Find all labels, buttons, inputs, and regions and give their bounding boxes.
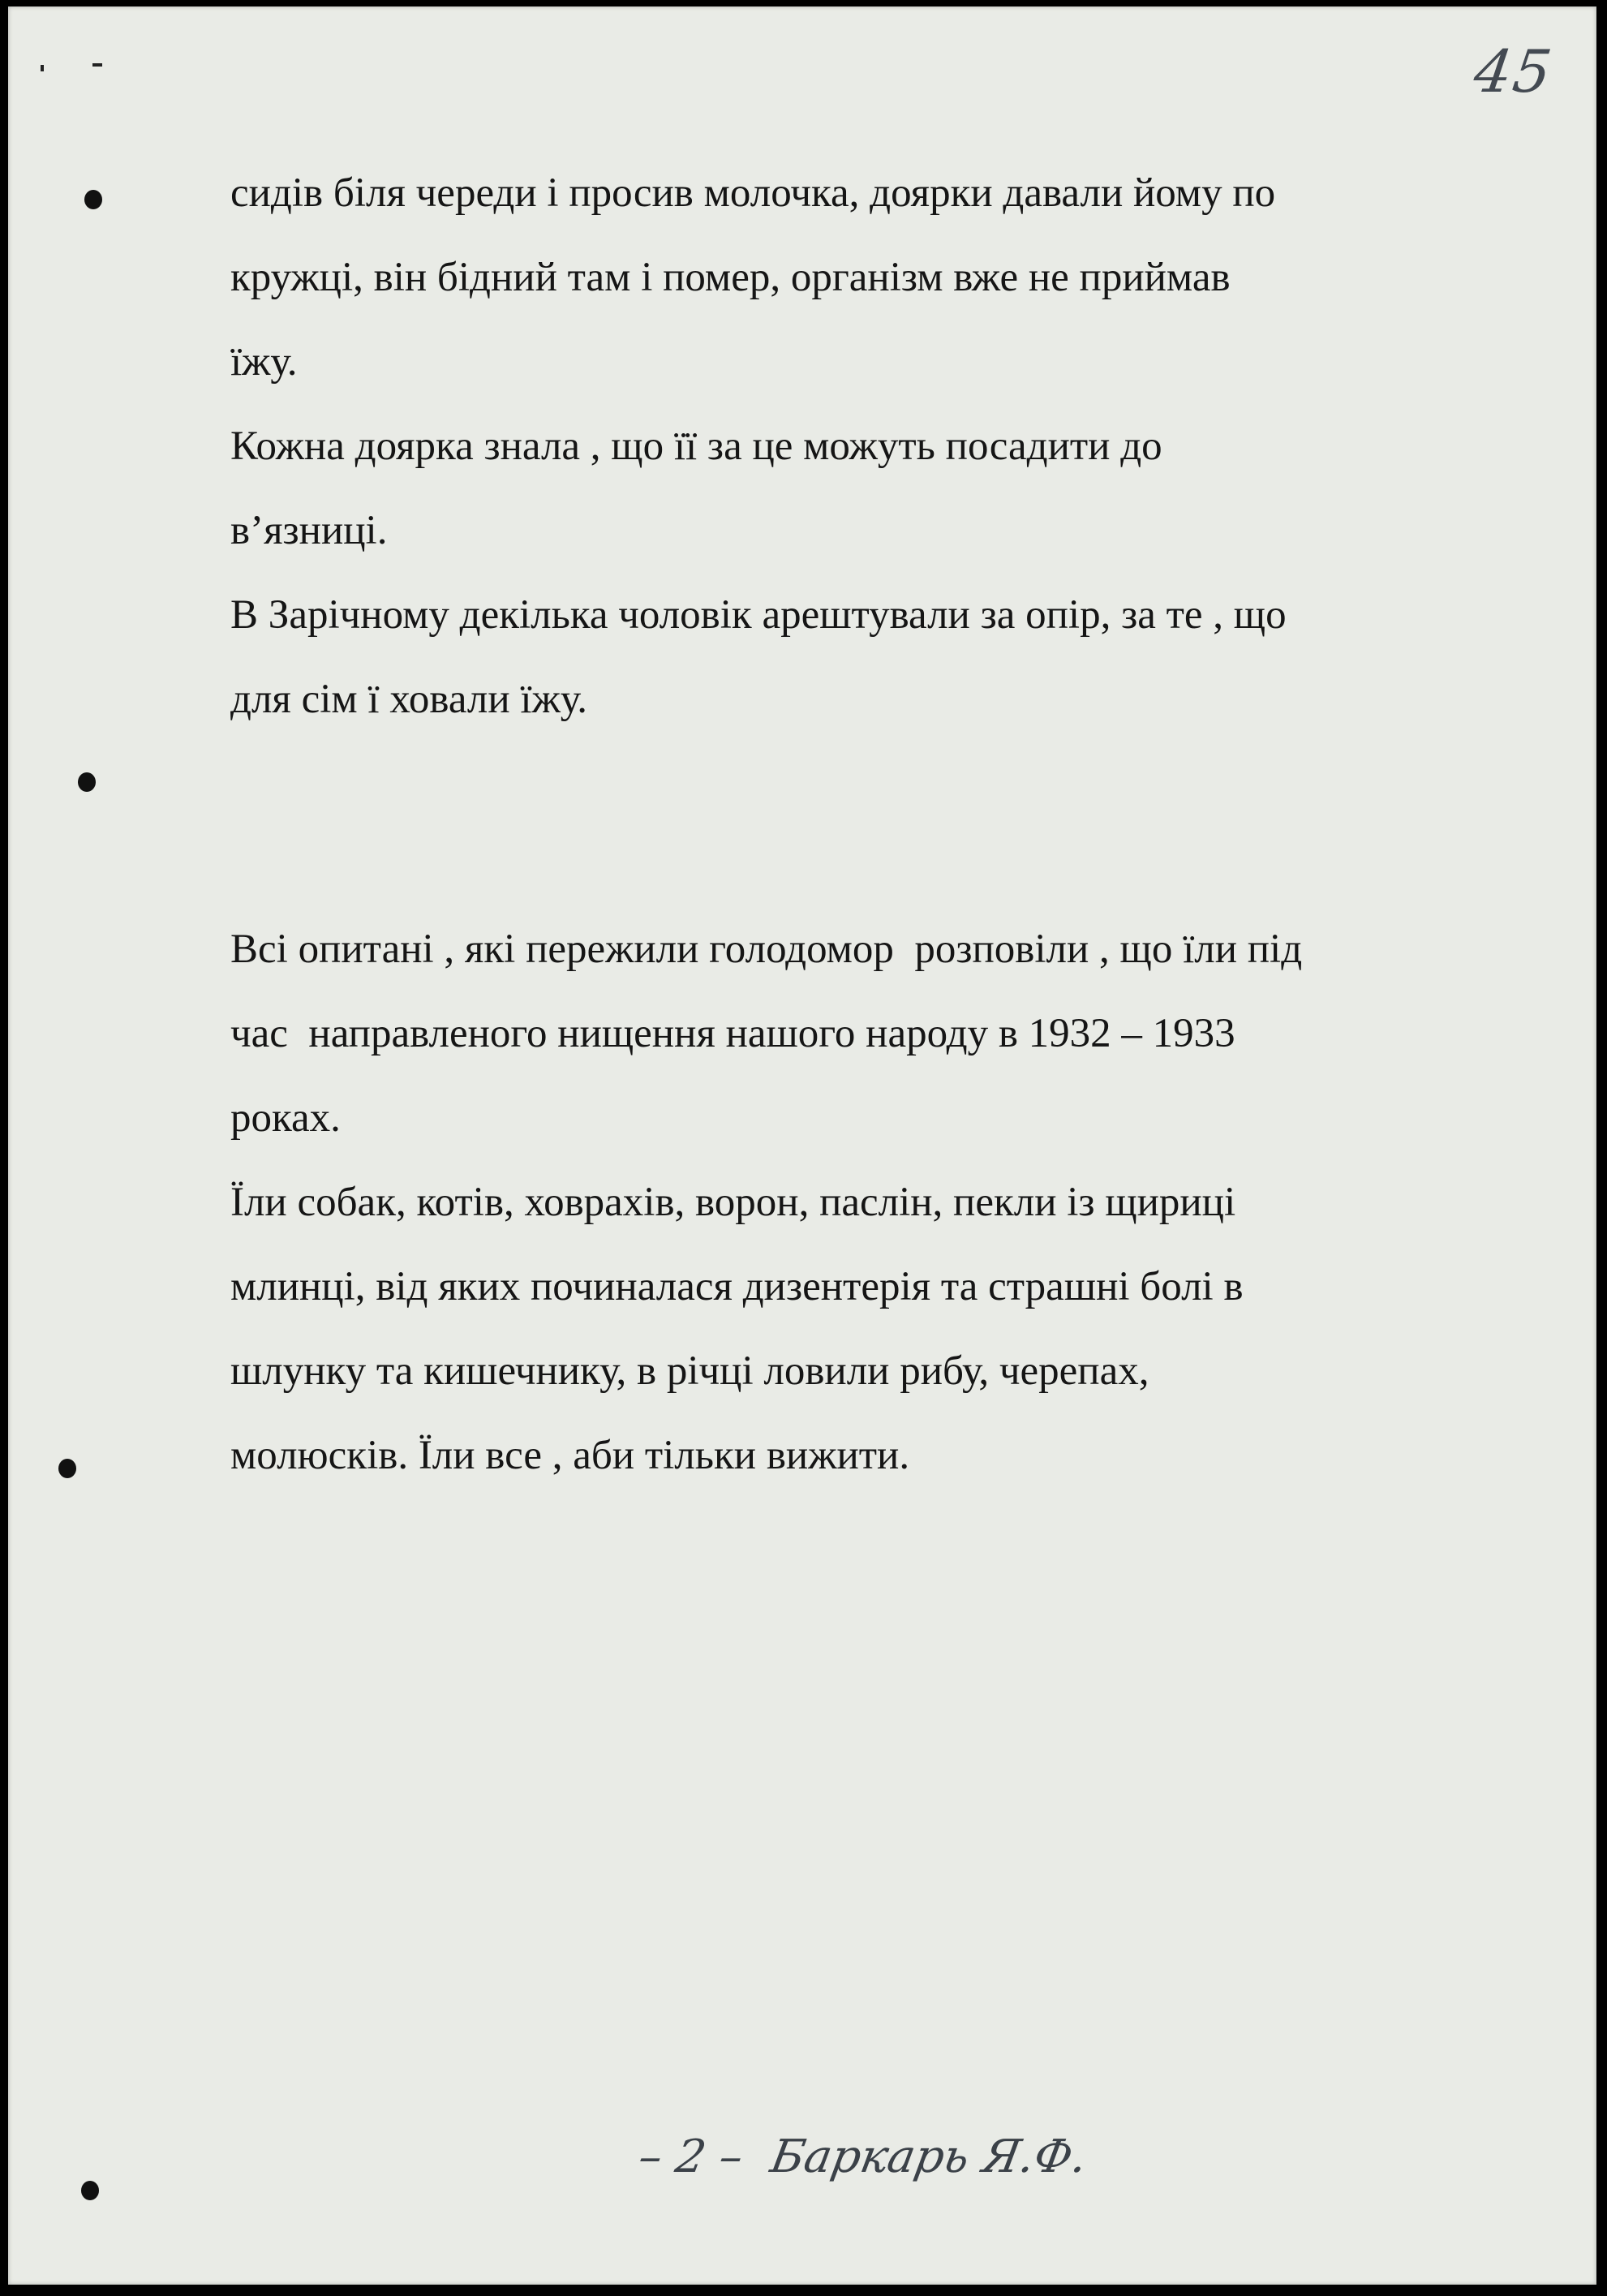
text-line: шлунку та кишечнику, в річці ловили рибу, черепах, bbox=[230, 1348, 1149, 1394]
signature: Баркарь Я.Ф. bbox=[767, 2130, 1092, 2183]
text-line: В Зарічному декілька чоловік арештували за опір, за те , що bbox=[230, 592, 1287, 638]
text-line: Кожна доярка знала , що її за це можуть посадити до bbox=[230, 424, 1162, 469]
page-number: 45 bbox=[1470, 37, 1558, 105]
text-line: Всі опитані , які пережили голодомор розповіли , що їли під bbox=[230, 927, 1303, 972]
text-line: сидів біля череди і просив молочка, доярки давали йому по bbox=[230, 170, 1276, 216]
punch-hole bbox=[84, 190, 102, 209]
text-line: в’язниці. bbox=[230, 508, 388, 553]
punch-hole bbox=[78, 772, 96, 792]
text-line: час направленого нищення нашого народу в 1932 – 1933 bbox=[230, 1011, 1235, 1056]
punch-hole bbox=[81, 2181, 99, 2200]
scan-speck bbox=[92, 63, 102, 67]
punch-hole bbox=[58, 1459, 76, 1478]
text-line: роках. bbox=[230, 1095, 341, 1141]
footer-page-label: – 2 – bbox=[634, 2130, 747, 2183]
text-line: для сім ї ховали їжу. bbox=[230, 677, 587, 722]
text-line: їжу. bbox=[230, 339, 298, 385]
footer bbox=[634, 2130, 1091, 2183]
text-line: кружці, він бідний там і помер, організм вже не приймав bbox=[230, 255, 1231, 300]
text-line: молюсків. Їли все , аби тільки вижити. bbox=[230, 1433, 910, 1478]
document-page bbox=[8, 6, 1596, 2285]
text-line: Їли собак, котів, ховрахів, ворон, паслін, пекли із щириці bbox=[230, 1180, 1236, 1225]
scan-speck bbox=[41, 65, 44, 71]
text-line: млинці, від яких починалася дизентерія та страшні болі в bbox=[230, 1264, 1244, 1309]
